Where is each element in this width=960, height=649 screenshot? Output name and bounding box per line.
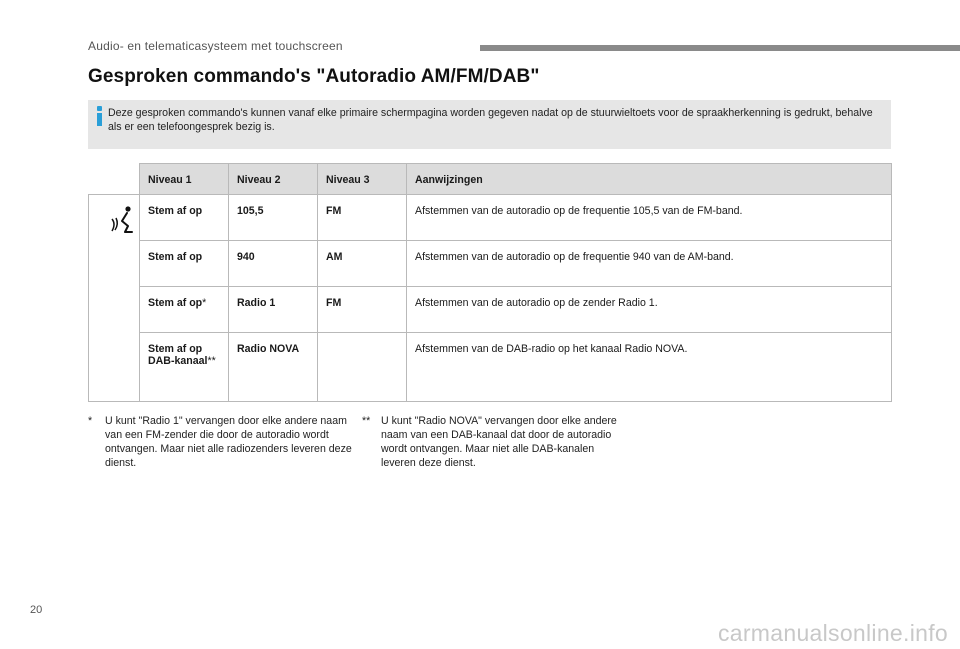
voice-command-icon (111, 205, 135, 235)
footnote-text: U kunt "Radio 1" vervangen door elke andere naam van een FM-zender die door de autoradio wordt ontvangen. Maar niet alle radiozenders leveren deze dienst. (105, 415, 352, 469)
header-level-1: Niveau 1 (140, 164, 229, 195)
header-bar (480, 45, 960, 51)
footnote-mark: ** (207, 355, 216, 367)
row-level-1-text: Stem af op (148, 297, 203, 309)
header-level-2: Niveau 2 (229, 164, 318, 195)
row-level-3: FM (318, 287, 407, 333)
table-header-blank (89, 164, 140, 195)
footnote-mark: * (202, 297, 207, 309)
page-title: Gesproken commando's "Autoradio AM/FM/DAB" (88, 66, 540, 87)
row-level-1-text: Stem af op (148, 343, 203, 355)
table-row (89, 195, 892, 241)
info-icon (94, 106, 104, 126)
table-row (89, 241, 892, 287)
watermark: carmanualsonline.info (717, 620, 948, 646)
footnote-marker: ** (362, 415, 371, 427)
row-level-1-line2: DAB-kanaal (148, 355, 208, 367)
row-hint: Afstemmen van de autoradio op de frequentie 105,5 van de FM-band. (407, 195, 892, 241)
row-level-1: Stem af op (140, 195, 229, 241)
info-box (88, 100, 891, 149)
row-hint: Afstemmen van de autoradio op de zender Radio 1. (407, 287, 892, 333)
row-level-2: Radio 1 (229, 287, 318, 333)
header-hint: Aanwijzingen (407, 164, 892, 195)
footnote-marker: * (88, 415, 93, 427)
section-title: Audio- en telematicasysteem met touchscreen (88, 39, 343, 53)
voice-icon-cell (89, 195, 140, 402)
row-level-2: 105,5 (229, 195, 318, 241)
row-level-2: Radio NOVA (229, 333, 318, 402)
voice-command-table (88, 163, 892, 402)
row-level-3 (318, 333, 407, 402)
info-text: Deze gesproken commando's kunnen vanaf elke primaire schermpagina worden gegeven nadat op de stuurwieltoets voor de spraakherkenning is gedrukt, behalve als er een telefoongesprek bezig is. (108, 107, 873, 133)
row-hint: Afstemmen van de DAB-radio op het kanaal Radio NOVA. (407, 333, 892, 402)
row-level-1 (140, 333, 229, 402)
table-row (89, 287, 892, 333)
header-level-3: Niveau 3 (318, 164, 407, 195)
row-level-1 (140, 287, 229, 333)
row-level-3: FM (318, 195, 407, 241)
row-level-2: 940 (229, 241, 318, 287)
page-number: 20 (30, 604, 43, 616)
footnote-text: U kunt "Radio NOVA" vervangen door elke andere naam van een DAB-kanaal dat door de autoradio wordt ontvangen. Maar niet alle DAB-kanalen leveren deze dienst. (381, 415, 617, 469)
row-hint: Afstemmen van de autoradio op de frequentie 940 van de AM-band. (407, 241, 892, 287)
table-header-row (89, 164, 892, 195)
table-row (89, 333, 892, 402)
row-level-3: AM (318, 241, 407, 287)
row-level-1: Stem af op (140, 241, 229, 287)
